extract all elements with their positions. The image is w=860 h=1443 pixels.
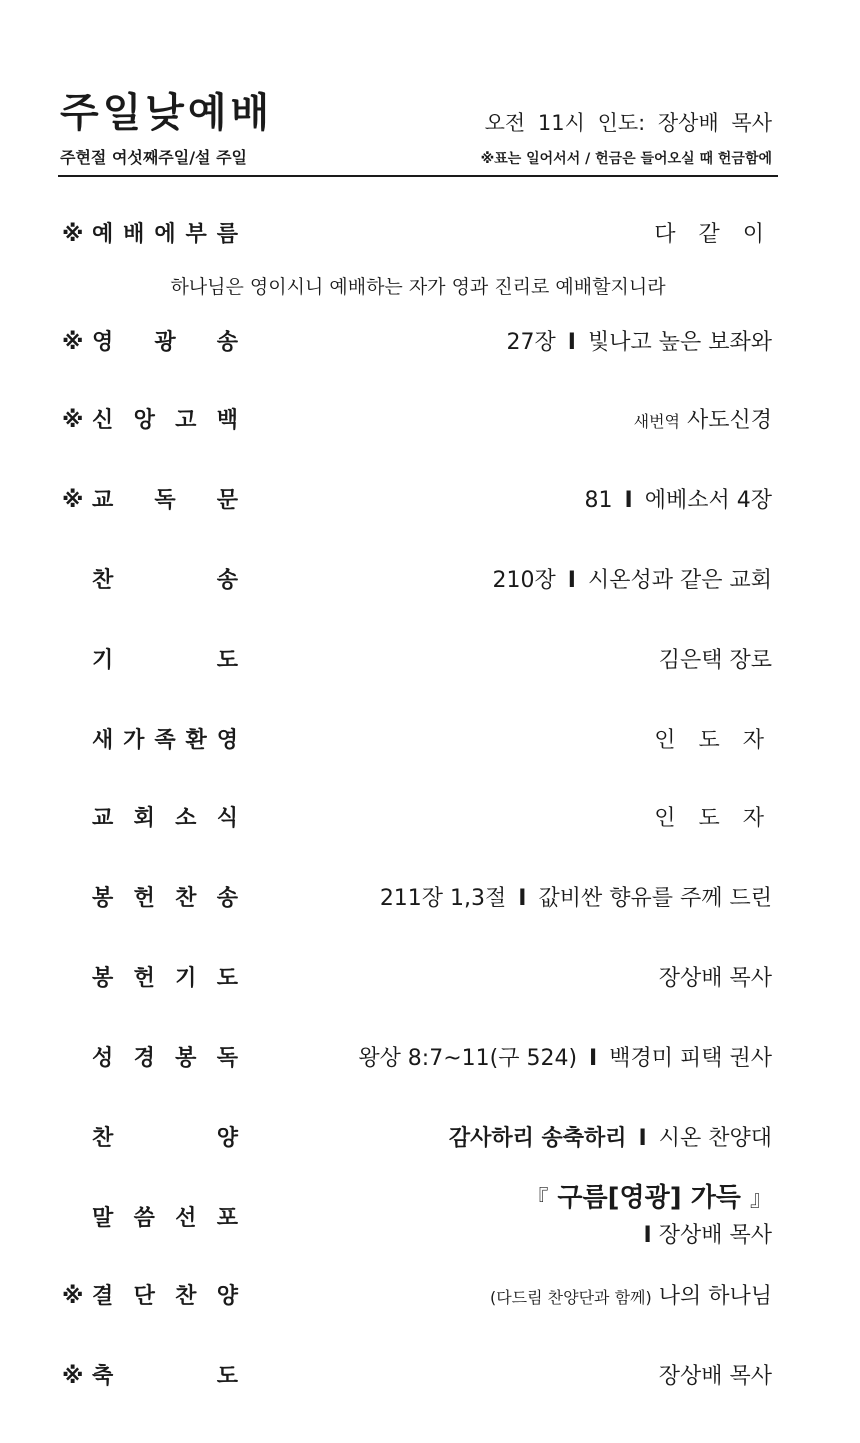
separator: I xyxy=(638,1126,647,1151)
service-time-info: 오전 11시 인도: 장상배 목사 xyxy=(484,111,772,135)
separator: I xyxy=(567,568,576,593)
order-item-call-to-worship xyxy=(0,210,860,260)
standing-offering-notice: ※표는 일어서서 / 헌금은 들어오실 때 헌금함에 xyxy=(480,151,772,167)
order-item-announcements xyxy=(0,794,860,844)
order-item-benediction xyxy=(0,1352,860,1402)
order-item-offering-hymn xyxy=(0,874,860,924)
order-item-responsive-reading xyxy=(0,476,860,526)
order-item-label: 찬 양 xyxy=(92,1126,238,1151)
order-item-label: 영 광 송 xyxy=(92,330,238,355)
order-item-leader: 인 도 자 xyxy=(654,806,772,831)
hymn-title: 값비싼 향유를 주께 드린 xyxy=(538,886,772,911)
order-item-content xyxy=(380,880,772,918)
reading-title: 에베소서 4장 xyxy=(644,488,772,513)
order-item-label: 봉 헌 찬 송 xyxy=(92,886,238,911)
reading-number: 81 xyxy=(584,488,613,513)
scripture-reference: 왕상 8:7~11(구 524) xyxy=(358,1046,578,1071)
hymn-number: 27장 xyxy=(506,330,556,355)
song-title: 나의 하나님 xyxy=(658,1284,772,1309)
standing-mark: ※ xyxy=(62,222,84,247)
standing-mark: ※ xyxy=(62,408,84,433)
order-item-label: 결 단 찬 양 xyxy=(92,1284,238,1309)
order-item-label: 찬 송 xyxy=(92,568,238,593)
order-item-content xyxy=(490,1278,772,1317)
order-item-prayer xyxy=(0,636,860,686)
order-item-label: 축 도 xyxy=(92,1364,238,1389)
hymn-title: 빛나고 높은 보좌와 xyxy=(587,330,772,355)
order-item-label: 성 경 봉 독 xyxy=(92,1046,238,1071)
order-item-label: 기 도 xyxy=(92,648,238,673)
choir-name: 시온 찬양대 xyxy=(658,1126,772,1151)
order-item-offering-prayer xyxy=(0,954,860,1004)
sermon-preacher: I 장상배 목사 xyxy=(643,1223,772,1248)
order-item-label: 신 앙 고 백 xyxy=(92,408,238,433)
liturgical-subtitle: 주현절 여섯째주일/설 주일 xyxy=(60,148,248,167)
order-item-label: 교 회 소 식 xyxy=(92,806,238,831)
separator: I xyxy=(518,886,527,911)
anthem-title: 감사하리 송축하리 xyxy=(448,1126,627,1151)
header-divider xyxy=(58,175,778,177)
order-item-label: 새 가 족 환 영 xyxy=(92,728,238,753)
standing-mark: ※ xyxy=(62,488,84,513)
separator: I xyxy=(624,488,633,513)
hymn-number: 210장 xyxy=(492,568,556,593)
order-item-label: 말 씀 선 포 xyxy=(92,1206,238,1231)
standing-mark: ※ xyxy=(62,330,84,355)
order-item-creed xyxy=(0,396,860,446)
order-item-label: 봉 헌 기 도 xyxy=(92,966,238,991)
order-item-label: 교 독 문 xyxy=(92,488,238,513)
order-item-gloria xyxy=(0,318,860,368)
order-item-leader: 김은택 장로 xyxy=(658,648,772,673)
order-item-hymn xyxy=(0,556,860,606)
standing-mark: ※ xyxy=(62,1284,84,1309)
order-item-content xyxy=(507,324,772,362)
order-item-leader: 장상배 목사 xyxy=(658,966,772,991)
separator: I xyxy=(643,1223,652,1248)
order-item-content xyxy=(585,482,772,520)
translation-label: 새번역 xyxy=(633,412,680,431)
order-item-anthem xyxy=(0,1114,860,1164)
order-item-leader: 인 도 자 xyxy=(654,728,772,753)
order-item-label: 예 배 에 부 름 xyxy=(92,222,238,247)
call-to-worship-verse: 하나님은 영이시니 예배하는 자가 영과 진리로 예배할지니라 xyxy=(170,276,666,298)
hymn-number: 211장 1,3절 xyxy=(379,886,507,911)
page-title: 주일낮예배 xyxy=(60,90,274,136)
order-item-content xyxy=(449,1120,772,1158)
order-item-newcomer-welcome xyxy=(0,716,860,766)
order-item-scripture-reading xyxy=(0,1034,860,1084)
separator: I xyxy=(589,1046,598,1071)
standing-mark: ※ xyxy=(62,1364,84,1389)
hymn-title: 시온성과 같은 교회 xyxy=(587,568,772,593)
order-item-leader: 다 같 이 xyxy=(654,222,772,247)
order-item-response-song xyxy=(0,1272,860,1322)
order-item-content xyxy=(634,402,772,441)
with-ensemble-note: (다드림 찬양단과 함께) xyxy=(489,1288,652,1307)
order-item-leader: 장상배 목사 xyxy=(658,1364,772,1389)
reader-name: 백경미 피택 권사 xyxy=(609,1046,772,1071)
sermon-title: 『 구름[영광] 가득 』 xyxy=(526,1183,772,1213)
separator: I xyxy=(567,330,576,355)
order-item-content xyxy=(493,562,772,600)
order-item-content xyxy=(358,1040,772,1078)
creed-name: 사도신경 xyxy=(686,408,772,433)
